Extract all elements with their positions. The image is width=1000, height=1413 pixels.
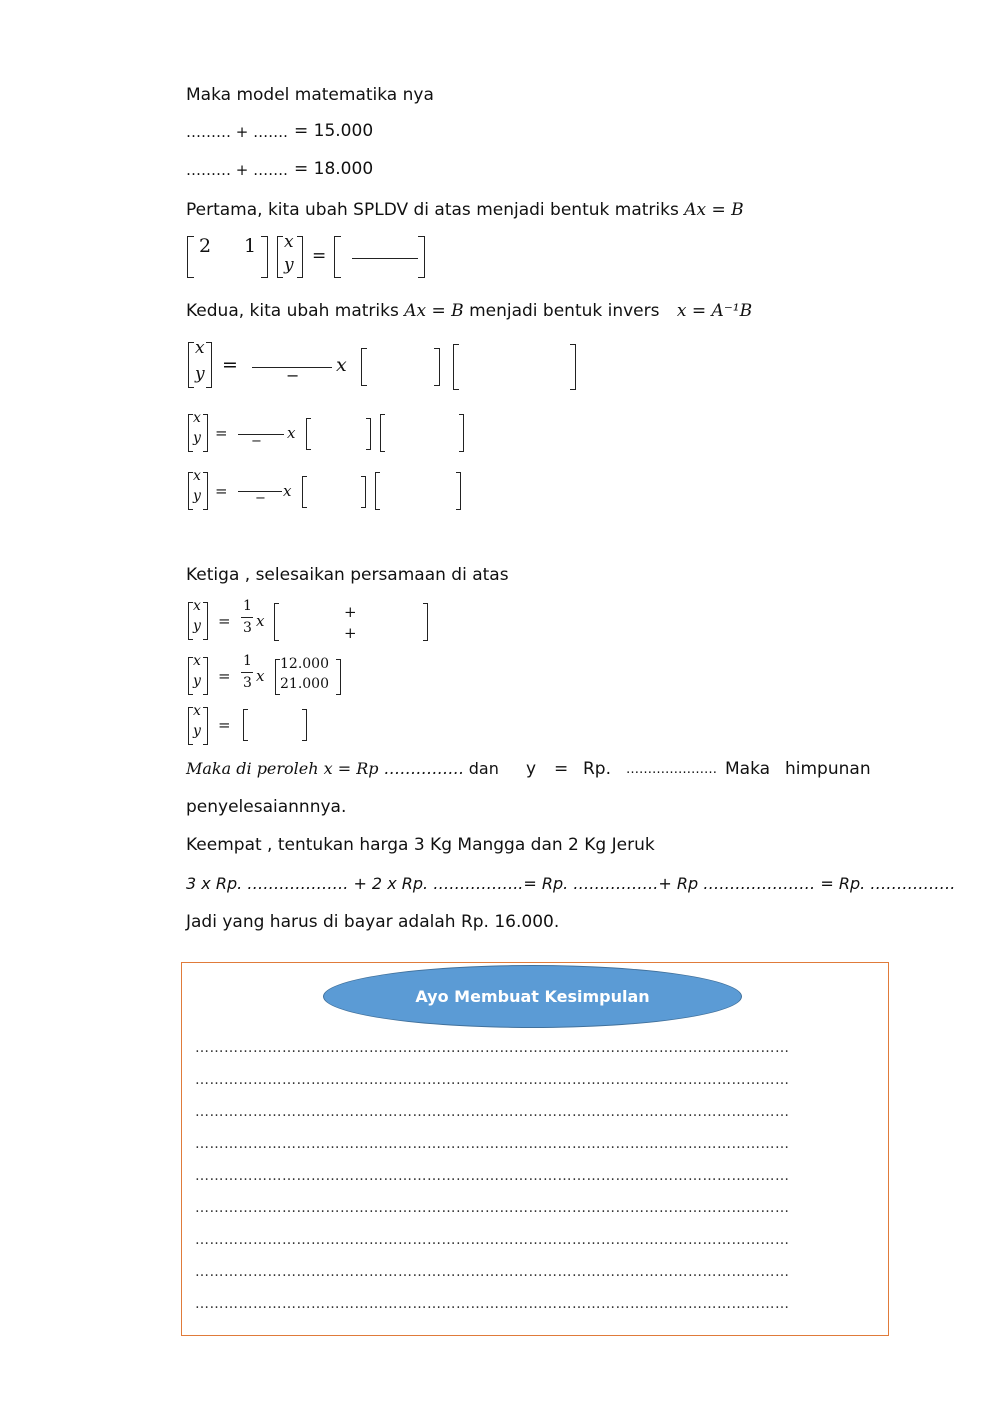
inv3-x: x <box>193 468 201 484</box>
s2-value-2: 21.000 <box>280 676 329 692</box>
s1-num: 1 <box>243 598 252 614</box>
model-line-1-rhs: = 15.000 <box>294 121 374 141</box>
result-rp: Rp. <box>583 759 612 779</box>
s1-x: x <box>193 598 201 614</box>
result-math: Maka di peroleh x = Rp …………… <box>186 759 464 778</box>
step4-text: Keempat , tentukan harga 3 Kg Mangga dan 2 Kg Jeruk <box>186 835 655 855</box>
matrix-equals: = <box>312 246 327 266</box>
summary-line-9[interactable]: …………………………………………………………………………………………………………… <box>195 1296 790 1312</box>
step3-text: Ketiga , selesaikan persamaan di atas <box>186 565 509 585</box>
summary-line-2[interactable]: …………………………………………………………………………………………………………… <box>195 1072 790 1088</box>
inv3-y: y <box>193 488 201 504</box>
step2-text-b: menjadi bentuk invers <box>469 301 660 321</box>
step1-text: Pertama, kita ubah SPLDV di atas menjadi bentuk matriks <box>186 200 679 220</box>
summary-line-8[interactable]: …………………………………………………………………………………………………………… <box>195 1264 790 1280</box>
inv3-equals: = <box>215 482 228 500</box>
inv2-times: x <box>287 424 296 442</box>
s1-times: x <box>256 612 265 630</box>
model-line-2-rhs: = 18.000 <box>294 159 374 179</box>
summary-line-3[interactable]: …………………………………………………………………………………………………………… <box>195 1104 790 1120</box>
inv1-x: x <box>195 338 205 358</box>
s2-x: x <box>193 653 201 669</box>
s1-y: y <box>193 618 201 634</box>
summary-line-1[interactable]: …………………………………………………………………………………………………………… <box>195 1040 790 1056</box>
summary-title: Ayo Membuat Kesimpulan <box>415 987 650 1006</box>
s3-equals: = <box>218 716 231 734</box>
inv2-equals: = <box>215 424 228 442</box>
s1-den: 3 <box>243 620 252 636</box>
s2-den: 3 <box>243 675 252 691</box>
summary-line-5[interactable]: …………………………………………………………………………………………………………… <box>195 1168 790 1184</box>
summary-line-4[interactable]: …………………………………………………………………………………………………………… <box>195 1136 790 1152</box>
model-line-1-lhs: ……… + ……. <box>186 123 288 141</box>
s2-times: x <box>256 667 265 685</box>
step1-math: Ax = B <box>684 200 744 220</box>
inv3-times: x <box>283 482 292 500</box>
step2-math-a: Ax = B <box>404 301 464 321</box>
matrix-var-y: y <box>284 255 294 275</box>
result-y: y <box>526 759 537 779</box>
calc-line: 3 x Rp. ………………. + 2 x Rp. ……………..= Rp. …………….+ Rp ………………… = Rp. ……………. <box>186 874 956 893</box>
model-line-2-lhs: ……… + ……. <box>186 161 288 179</box>
step2-math-b: x = A⁻¹B <box>676 301 753 321</box>
s2-value-1: 12.000 <box>280 656 329 672</box>
summary-line-7[interactable]: …………………………………………………………………………………………………………… <box>195 1232 790 1248</box>
inv1-equals: = <box>222 354 238 376</box>
inv2-x: x <box>193 410 201 426</box>
summary-title-badge <box>323 965 742 1028</box>
result-continuation: penyelesaiannnya. <box>186 797 347 817</box>
result-dots: ………………… <box>626 762 717 777</box>
s1-plus-1: + <box>344 603 357 621</box>
result-dan: dan <box>468 759 499 778</box>
matrix-a11: 2 <box>199 235 212 257</box>
s2-y: y <box>193 673 201 689</box>
result-line <box>186 759 499 778</box>
result-eq: = <box>554 759 569 779</box>
intro-text: Maka model matematika nya <box>186 85 434 105</box>
inv2-minus: − <box>251 434 262 449</box>
inv3-minus: − <box>255 491 266 506</box>
s2-num: 1 <box>243 653 252 669</box>
result-himpunan: himpunan <box>785 759 871 779</box>
matrix-a12: 1 <box>244 235 257 257</box>
inv1-times: x <box>336 354 347 376</box>
s3-x: x <box>193 703 201 719</box>
inv2-y: y <box>193 430 201 446</box>
s1-plus-2: + <box>344 624 357 642</box>
s2-equals: = <box>218 667 231 685</box>
inv1-y: y <box>195 364 205 384</box>
conclusion-line: Jadi yang harus di bayar adalah Rp. 16.000. <box>186 912 560 932</box>
step2-text-a: Kedua, kita ubah matriks <box>186 301 399 321</box>
step2-line <box>186 301 752 321</box>
matrix-var-x: x <box>284 232 294 252</box>
s3-y: y <box>193 723 201 739</box>
result-maka: Maka <box>725 759 771 779</box>
inv1-minus: − <box>286 366 300 385</box>
s1-equals: = <box>218 612 231 630</box>
summary-line-6[interactable]: …………………………………………………………………………………………………………… <box>195 1200 790 1216</box>
step1-line <box>186 200 744 220</box>
